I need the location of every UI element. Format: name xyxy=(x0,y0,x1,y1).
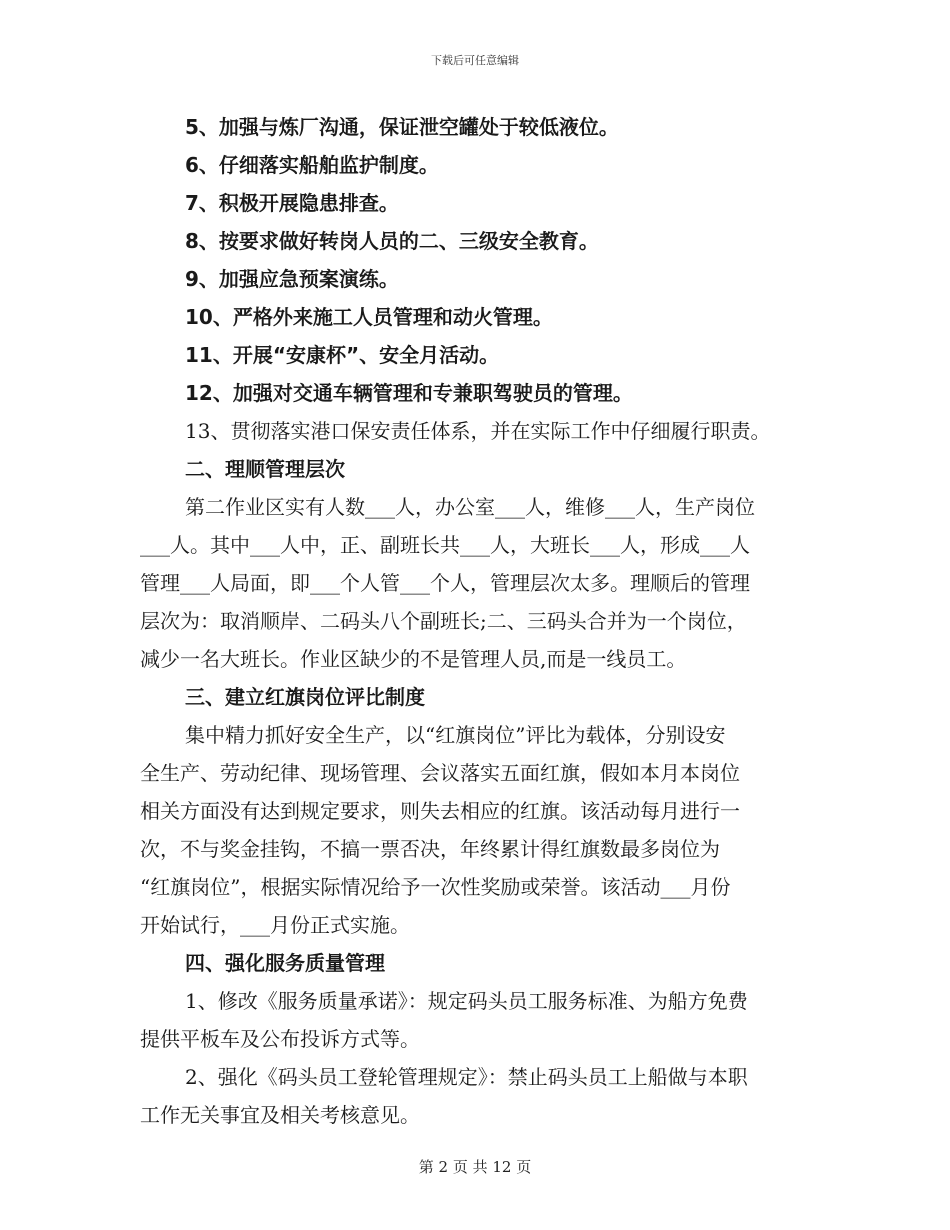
section-heading: 四、强化服务质量管理 xyxy=(185,951,385,975)
paragraph-line: 相关方面没有达到规定要求，则失去相应的红旗。该活动每月进行一 xyxy=(140,799,740,823)
list-item: 11、开展“安康杯”、安全月活动。 xyxy=(185,343,500,367)
paragraph-line: 次，不与奖金挂钩，不搞一票否决，年终累计得红旗数最多岗位为 xyxy=(140,837,720,861)
paragraph-line: “红旗岗位”，根据实际情况给予一次性奖励或荣誉。该活动___月份 xyxy=(140,875,731,899)
paragraph-line: 减少一名大班长。作业区缺少的不是管理人员,而是一线员工。 xyxy=(140,647,687,671)
page-footer: 第 2 页 共 12 页 xyxy=(418,1158,532,1176)
paragraph-line: 管理___人局面，即___个人管___个人，管理层次太多。理顺后的管理 xyxy=(140,571,750,595)
paragraph-line: 第二作业区实有人数___人，办公室___人，维修___人，生产岗位 xyxy=(185,495,755,519)
list-item: 6、仔细落实船舶监护制度。 xyxy=(185,153,439,177)
paragraph-line: 集中精力抓好安全生产，以“红旗岗位”评比为载体，分别设安 xyxy=(185,723,726,747)
paragraph-line: 提供平板车及公布投诉方式等。 xyxy=(140,1027,420,1051)
list-item: 10、严格外来施工人员管理和动火管理。 xyxy=(185,305,553,329)
paragraph-line: 1、修改《服务质量承诺》：规定码头员工服务标准、为船方免费 xyxy=(185,989,748,1013)
list-item: 8、按要求做好转岗人员的二、三级安全教育。 xyxy=(185,229,599,253)
list-item: 7、积极开展隐患排查。 xyxy=(185,191,399,215)
list-item: 5、加强与炼厂沟通，保证泄空罐处于较低液位。 xyxy=(185,115,619,139)
paragraph-line: 全生产、劳动纪律、现场管理、会议落实五面红旗，假如本月本岗位 xyxy=(140,761,740,785)
list-item: 9、加强应急预案演练。 xyxy=(185,267,399,291)
paragraph-line: 工作无关事宜及相关考核意见。 xyxy=(140,1103,420,1127)
section-heading: 二、理顺管理层次 xyxy=(185,457,345,481)
list-item: 13、贯彻落实港口保安责任体系，并在实际工作中仔细履行职责。 xyxy=(185,419,771,443)
section-heading: 三、建立红旗岗位评比制度 xyxy=(185,685,425,709)
paragraph-line: ___人。其中___人中，正、副班长共___人，大班长___人，形成___人 xyxy=(140,533,750,557)
paragraph-line: 2、强化《码头员工登轮管理规定》：禁止码头员工上船做与本职 xyxy=(185,1065,748,1089)
paragraph-line: 层次为：取消顺岸、二码头八个副班长;二、三码头合并为一个岗位， xyxy=(140,609,747,633)
list-item: 12、加强对交通车辆管理和专兼职驾驶员的管理。 xyxy=(185,381,633,405)
paragraph-line: 开始试行，___月份正式实施。 xyxy=(140,913,410,937)
document-body xyxy=(140,108,810,1134)
page-header: 下载后可任意编辑 xyxy=(431,54,519,67)
